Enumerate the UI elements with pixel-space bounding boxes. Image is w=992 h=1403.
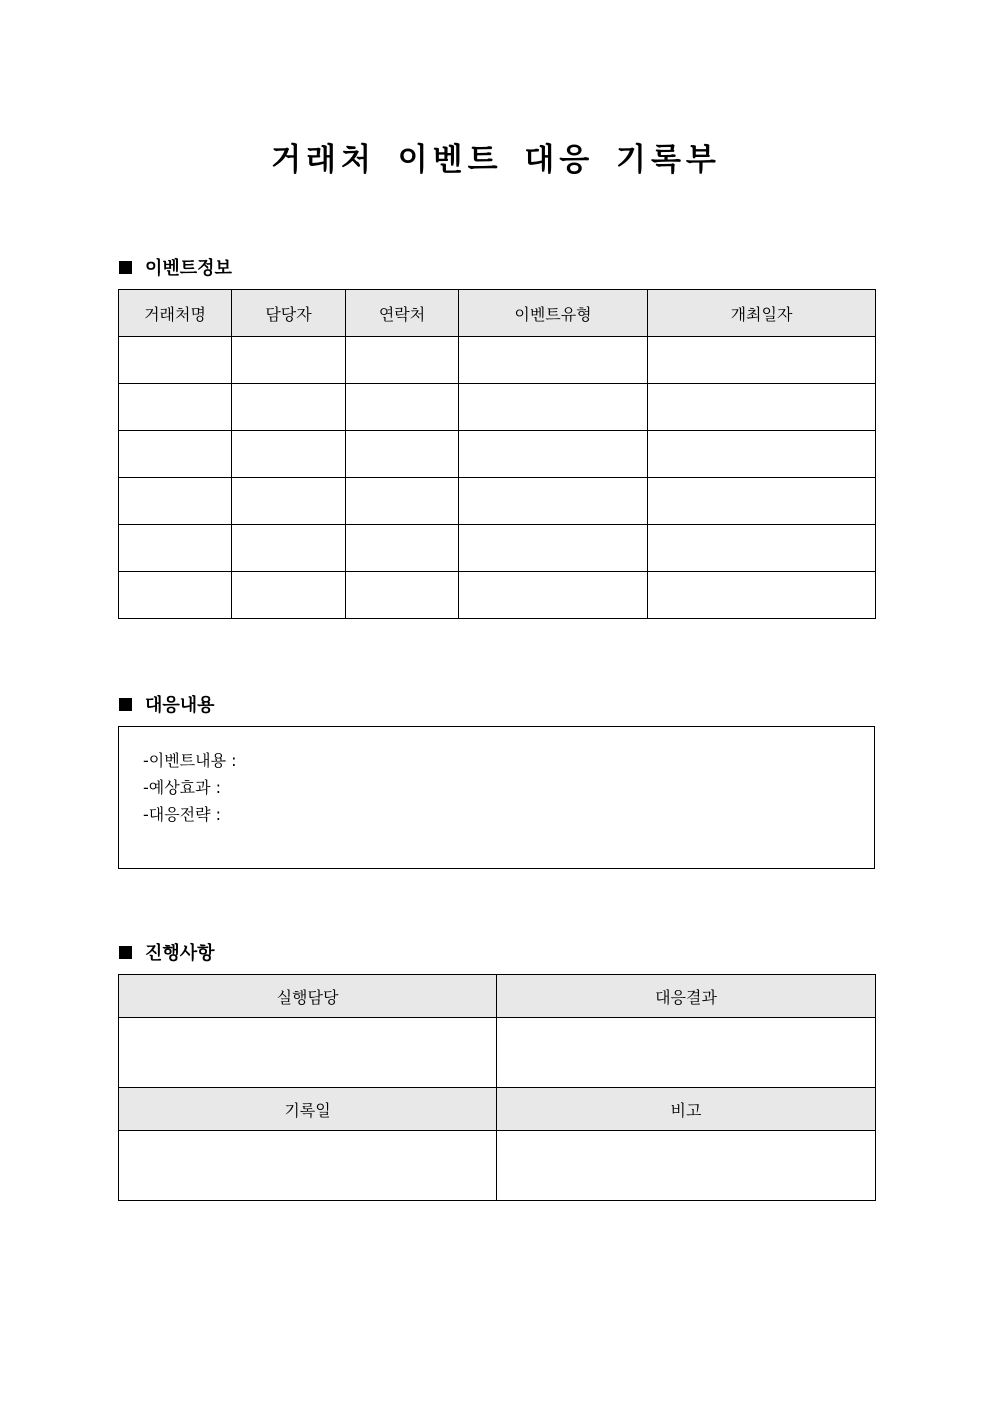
event-info-table [118, 289, 876, 619]
note-cell[interactable] [497, 1131, 876, 1201]
response-content-box[interactable] [118, 726, 875, 869]
table-row [119, 337, 876, 384]
table-cell[interactable] [648, 337, 876, 384]
table-cell[interactable] [346, 384, 459, 431]
black-square-icon [119, 698, 132, 711]
column-header-event-type: 이벤트유형 [459, 290, 648, 337]
table-row [119, 384, 876, 431]
table-cell[interactable] [346, 525, 459, 572]
response-line-expected-effect: -예상효과 : [143, 778, 222, 797]
table-cell[interactable] [459, 525, 648, 572]
column-header-client-name: 거래처명 [119, 290, 232, 337]
table-cell[interactable] [119, 384, 232, 431]
result-cell[interactable] [497, 1018, 876, 1088]
table-cell[interactable] [459, 572, 648, 619]
page-title: 거래처 이벤트 대응 기록부 [271, 142, 721, 178]
section-heading-label: 이벤트정보 [145, 258, 232, 279]
table-header-row [119, 975, 876, 1018]
table-cell[interactable] [648, 478, 876, 525]
header-record-date: 기록일 [119, 1088, 497, 1131]
table-cell[interactable] [232, 525, 346, 572]
black-square-icon [119, 946, 132, 959]
table-row [119, 1018, 876, 1088]
table-row [119, 431, 876, 478]
table-cell[interactable] [648, 572, 876, 619]
section-heading-event-info [119, 254, 232, 280]
table-header-row [119, 290, 876, 337]
table-cell[interactable] [459, 478, 648, 525]
table-row [119, 1131, 876, 1201]
section-heading-response [119, 691, 215, 717]
table-cell[interactable] [346, 478, 459, 525]
section-heading-progress [119, 939, 215, 965]
progress-table [118, 974, 876, 1201]
table-cell[interactable] [119, 478, 232, 525]
section-heading-label: 대응내용 [145, 695, 215, 716]
record-date-cell[interactable] [119, 1131, 497, 1201]
table-cell[interactable] [119, 572, 232, 619]
table-cell[interactable] [232, 572, 346, 619]
table-cell[interactable] [346, 572, 459, 619]
header-note: 비고 [497, 1088, 876, 1131]
table-row [119, 525, 876, 572]
table-cell[interactable] [119, 525, 232, 572]
table-cell[interactable] [459, 337, 648, 384]
table-cell[interactable] [232, 384, 346, 431]
table-cell[interactable] [119, 337, 232, 384]
header-executor: 실행담당 [119, 975, 497, 1018]
table-cell[interactable] [648, 384, 876, 431]
black-square-icon [119, 261, 132, 274]
response-line-event-content: -이벤트내용 : [143, 751, 237, 770]
table-cell[interactable] [346, 431, 459, 478]
table-cell[interactable] [459, 384, 648, 431]
table-cell[interactable] [232, 478, 346, 525]
table-cell[interactable] [119, 431, 232, 478]
table-cell[interactable] [648, 525, 876, 572]
section-heading-label: 진행사항 [145, 943, 215, 964]
column-header-manager: 담당자 [232, 290, 346, 337]
table-cell[interactable] [648, 431, 876, 478]
column-header-contact: 연락처 [346, 290, 459, 337]
table-row [119, 572, 876, 619]
table-header-row [119, 1088, 876, 1131]
table-row [119, 478, 876, 525]
column-header-event-date: 개최일자 [648, 290, 876, 337]
table-cell[interactable] [346, 337, 459, 384]
table-cell[interactable] [459, 431, 648, 478]
response-line-strategy: -대응전략 : [143, 805, 222, 824]
executor-cell[interactable] [119, 1018, 497, 1088]
table-cell[interactable] [232, 337, 346, 384]
table-cell[interactable] [232, 431, 346, 478]
header-result: 대응결과 [497, 975, 876, 1018]
